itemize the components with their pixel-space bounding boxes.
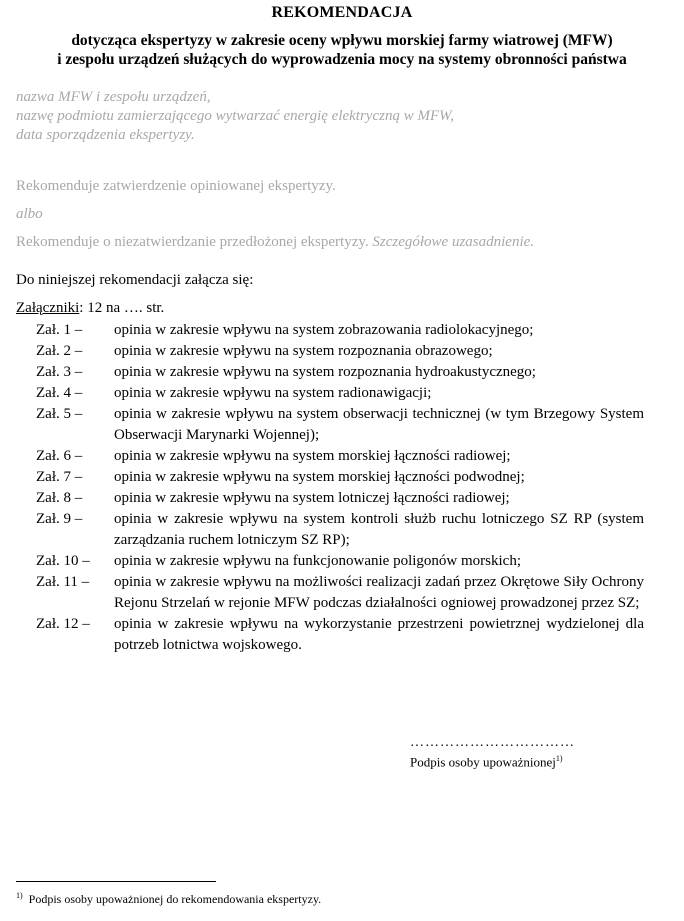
recommendation-option-approve: Rekomenduje zatwierdzenie opiniowanej ekspertyzy. bbox=[16, 178, 336, 194]
subtitle-line-2: i zespołu urządzeń służących do wyprowadzenia mocy na systemy obronności państwa bbox=[57, 51, 627, 68]
attachment-item bbox=[16, 467, 644, 488]
attachment-label: Zał. 2 – bbox=[36, 343, 83, 359]
footnote-separator bbox=[16, 881, 216, 882]
attachments-heading-label: Załączniki bbox=[16, 300, 80, 316]
attachment-label: Zał. 11 – bbox=[36, 574, 90, 590]
signature-block bbox=[410, 735, 575, 770]
attachment-label: Zał. 9 – bbox=[36, 511, 83, 527]
attachments-heading bbox=[16, 300, 164, 317]
attachment-label: Zał. 1 – bbox=[36, 322, 83, 338]
attachment-label: Zał. 4 – bbox=[36, 385, 83, 401]
meta-line-2: nazwę podmiotu zamierzającego wytwarzać energię elektryczną w MFW, bbox=[16, 108, 454, 124]
placeholder-metadata bbox=[16, 88, 454, 145]
reject-note: Szczegółowe uzasadnienie. bbox=[372, 234, 535, 250]
attachment-label: Zał. 3 – bbox=[36, 364, 83, 380]
attachment-text: opinia w zakresie wpływu na system morskiej łączności podwodnej; bbox=[114, 469, 525, 485]
attachments-count: : 12 na …. str. bbox=[79, 300, 165, 316]
attachment-item bbox=[16, 446, 644, 467]
attachment-item bbox=[16, 341, 644, 362]
attachment-item bbox=[16, 572, 644, 614]
attachment-text: opinia w zakresie wpływu na system morskiej łączności radiowej; bbox=[114, 448, 511, 464]
attachment-item bbox=[16, 362, 644, 383]
attachment-text: opinia w zakresie wpływu na system rozpoznania hydroakustycznego; bbox=[114, 364, 536, 380]
signature-line: …………………………… bbox=[410, 735, 575, 750]
attachment-text: opinia w zakresie wpływu na system radionawigacji; bbox=[114, 385, 432, 401]
reject-text: Rekomenduje o niezatwierdzanie przedłożonej ekspertyzy. bbox=[16, 234, 369, 250]
recommendation-or: albo bbox=[16, 206, 43, 222]
attachment-item bbox=[16, 404, 644, 446]
attachment-text: opinia w zakresie wpływu na system obserwacji technicznej (w tym Brzegowy System Obserwacji Marynarki Wojennej); bbox=[114, 406, 644, 443]
meta-line-3: data sporządzenia ekspertyzy. bbox=[16, 127, 195, 143]
attachment-label: Zał. 6 – bbox=[36, 448, 83, 464]
attachment-label: Zał. 5 – bbox=[36, 406, 83, 422]
document-title: REKOMENDACJA bbox=[271, 4, 413, 21]
attachment-text: opinia w zakresie wpływu na możliwości realizacji zadań przez Okrętowe Siły Ochrony Rejonu Strzelań w rejonie MFW podczas działalności ogniowej prowadzonej przez SZ; bbox=[114, 574, 644, 611]
document-subtitle bbox=[0, 31, 684, 69]
attachment-text: opinia w zakresie wpływu na system lotniczej łączności radiowej; bbox=[114, 490, 510, 506]
footnote-marker: 1) bbox=[16, 891, 23, 900]
attachment-item bbox=[16, 383, 644, 404]
attachment-text: opinia w zakresie wpływu na funkcjonowanie poligonów morskich; bbox=[114, 553, 521, 569]
attachment-text: opinia w zakresie wpływu na system zobrazowania radiolokacyjnego; bbox=[114, 322, 534, 338]
attachment-label: Zał. 10 – bbox=[36, 553, 90, 569]
attachment-text: opinia w zakresie wpływu na wykorzystanie przestrzeni powietrznej wydzielonej dla potrzeb lotnictwa wojskowego. bbox=[114, 616, 644, 653]
attachment-label: Zał. 12 – bbox=[36, 616, 90, 632]
attachment-label: Zał. 8 – bbox=[36, 490, 83, 506]
attachment-label: Zał. 7 – bbox=[36, 469, 83, 485]
attachment-item bbox=[16, 320, 644, 341]
subtitle-line-1: dotycząca ekspertyzy w zakresie oceny wpływu morskiej farmy wiatrowej (MFW) bbox=[71, 32, 613, 49]
signature-label: Podpis osoby upoważnionej$^{1)}$ bbox=[410, 754, 563, 770]
attachments-intro: Do niniejszej rekomendacji załącza się: bbox=[16, 272, 254, 288]
attachment-item bbox=[16, 509, 644, 551]
attachment-text: opinia w zakresie wpływu na system rozpoznania obrazowego; bbox=[114, 343, 493, 359]
attachment-item bbox=[16, 488, 644, 509]
meta-line-1: nazwa MFW i zespołu urządzeń, bbox=[16, 89, 211, 105]
recommendation-option-reject bbox=[16, 234, 534, 251]
signature-footnote-ref: 1) bbox=[555, 754, 563, 763]
attachment-item bbox=[16, 614, 644, 656]
attachment-item bbox=[16, 551, 644, 572]
footnote bbox=[16, 891, 321, 907]
attachment-text: opinia w zakresie wpływu na system kontroli służb ruchu lotniczego SZ RP (system zarządzania ruchem lotniczym SZ RP); bbox=[114, 511, 644, 548]
attachments-list bbox=[16, 320, 644, 656]
footnote-text: Podpis osoby upoważnionej do rekomendowania ekspertyzy. bbox=[28, 892, 322, 906]
